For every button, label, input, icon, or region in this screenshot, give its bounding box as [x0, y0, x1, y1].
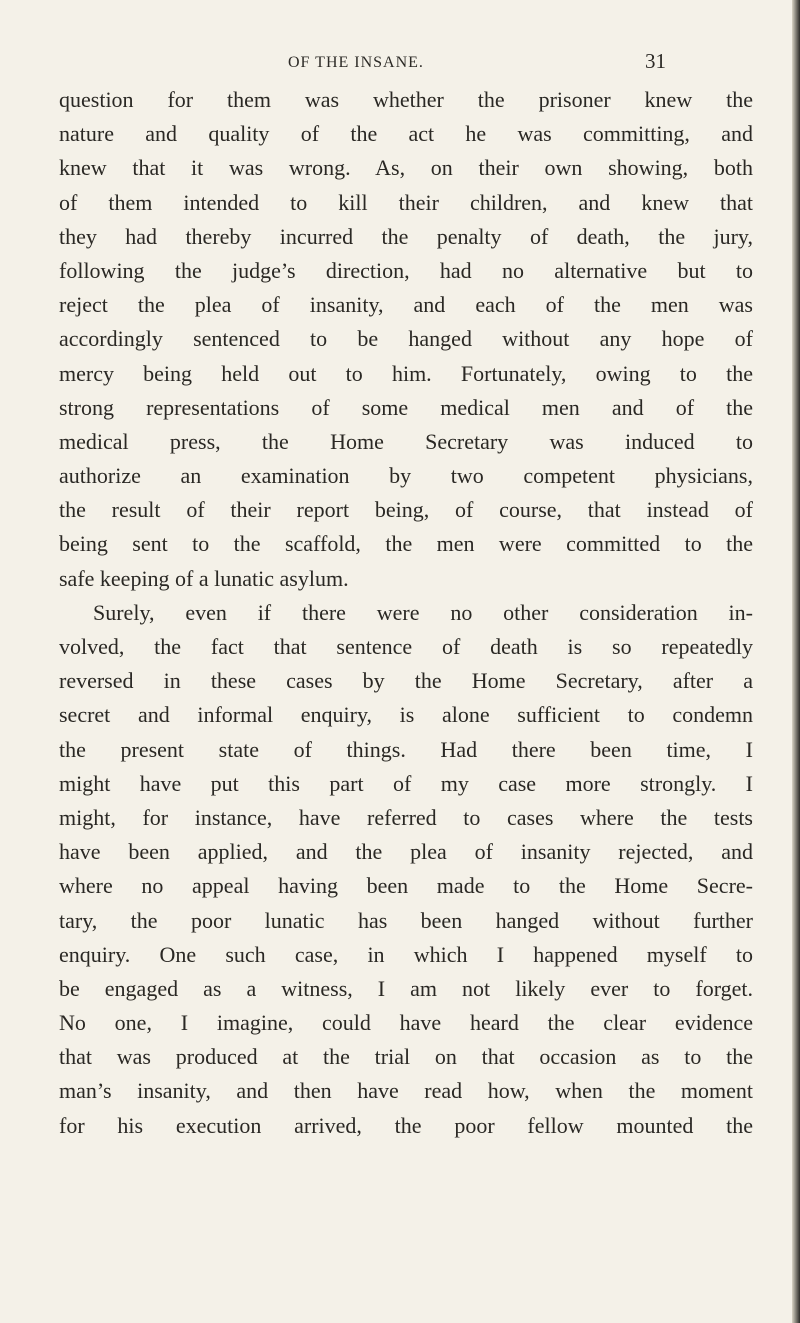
text-line: Surely, even if there were no other consideration in-: [93, 599, 753, 625]
text-line: might, for instance, have referred to cases where the tests: [59, 804, 753, 830]
text-line: that was produced at the trial on that occasion as to the: [59, 1044, 753, 1070]
text-line: they had thereby incurred the penalty of death, the jury,: [59, 223, 753, 249]
text-line: authorize an examination by two competent physicians,: [59, 463, 753, 489]
text-line: volved, the fact that sentence of death is so repeatedly: [59, 634, 753, 659]
text-line: be engaged as a witness, I am not likely ever to forget.: [59, 975, 753, 1001]
text-line: mercy being held out to him. Fortunately, owing to the: [59, 360, 753, 386]
text-line: following the judge’s direction, had no alternative but to: [59, 257, 753, 283]
page-header: [0, 48, 800, 80]
text-line: accordingly sentenced to be hanged without any hope of: [59, 326, 753, 352]
text-line: medical press, the Home Secretary was induced to: [59, 428, 753, 454]
body-text: [59, 83, 753, 1143]
text-line: enquiry. One such case, in which I happened myself to: [59, 941, 753, 967]
text-line: question for them was whether the prisoner knew the: [59, 87, 753, 112]
text-line: No one, I imagine, could have heard the clear evidence: [59, 1010, 753, 1036]
text-line: where no appeal having been made to the Home Secre-: [59, 873, 753, 899]
text-line: secret and informal enquiry, is alone sufficient to condemn: [59, 702, 753, 728]
text-line: strong representations of some medical men and of the: [59, 394, 753, 420]
text-line: being sent to the scaffold, the men were committed to the: [59, 531, 753, 557]
text-line: of them intended to kill their children, and knew that: [59, 189, 753, 215]
text-line: nature and quality of the act he was committing, and: [59, 121, 753, 147]
text-line: reversed in these cases by the Home Secretary, after a: [59, 668, 753, 694]
text-line: the present state of things. Had there been time, I: [59, 736, 753, 762]
text-line: might have put this part of my case more strongly. I: [59, 770, 753, 796]
text-line: knew that it was wrong. As, on their own showing, both: [59, 155, 753, 181]
text-line: safe keeping of a lunatic asylum.: [59, 565, 349, 591]
text-line: have been applied, and the plea of insanity rejected, and: [59, 839, 753, 865]
text-line: reject the plea of insanity, and each of the men was: [59, 292, 753, 318]
text-line: for his execution arrived, the poor fellow mounted the: [59, 1112, 753, 1138]
text-line: tary, the poor lunatic has been hanged without further: [59, 907, 753, 933]
text-line: man’s insanity, and then have read how, when the moment: [59, 1078, 753, 1104]
page-number: 31: [645, 49, 666, 73]
text-line: the result of their report being, of course, that instead of: [59, 497, 753, 523]
running-head: OF THE INSANE.: [288, 54, 424, 71]
page-edge-shadow: [792, 0, 800, 1323]
